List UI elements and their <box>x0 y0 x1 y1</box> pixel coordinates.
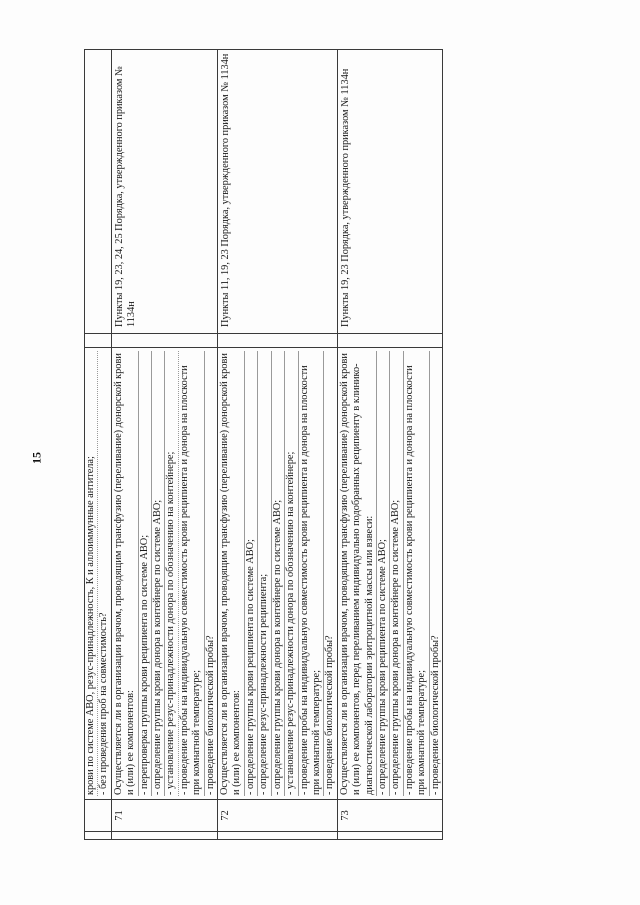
question-subitem: - проведение биологической пробы? <box>323 351 336 796</box>
table-row <box>111 50 217 840</box>
question-subitem: - проведение биологической пробы? <box>429 351 442 796</box>
thin-cell <box>85 334 112 348</box>
question-subitem: - определение группы крови реципиента по системе АВО; <box>376 351 389 796</box>
question-subitem: - проведение пробы на индивидуальную совместимость крови реципиента и донора на плоскости при комнатной температуре; <box>178 351 204 796</box>
gap-cell <box>337 832 442 840</box>
question-text: Осуществляется ли в организации врачом, проводящим трансфузию (переливание) донорской крови и (или) ее компонентов, перед переливанием индивидуально подобранных реципиенту в клинико-диагностической лаборатории эритроцитной массы или взвеси: <box>338 353 375 795</box>
gap-cell <box>218 832 338 840</box>
question-cell <box>337 348 442 800</box>
question-text: Осуществляется ли в организации врачом, проводящим трансфузию (переливание) донорской крови и (или) ее компонентов: <box>219 353 243 795</box>
question-subitem: - определение группы крови донора в контейнере по системе АВО; <box>271 351 284 796</box>
question-subitem: - проведение биологической пробы? <box>204 351 217 796</box>
question-subitem: крови по системе АВО, резус-принадлежность, К и аллоиммунные антитела; <box>85 456 96 795</box>
question-subitem: - проведение пробы на индивидуальную совместимость крови реципиента и донора на плоскости при комнатной температуре; <box>298 351 324 796</box>
row-number: 72 <box>218 800 338 832</box>
checklist-table <box>84 49 443 840</box>
question-subitem: - определение группы крови реципиента по системе АВО; <box>244 351 257 796</box>
question-subitem: - перепроверка группы крови реципиента по системе АВО; <box>138 351 151 796</box>
page-number: 15 <box>29 452 44 464</box>
reference-text: Пункты 19, 23, 24, 25 Порядка, утвержденного приказом № 1134н <box>111 50 217 334</box>
question-subitem: - установление резус-принадлежности донора по обозначению на контейнере; <box>284 351 297 796</box>
thin-cell <box>218 334 338 348</box>
question-cell <box>218 348 338 800</box>
question-cell <box>111 348 217 800</box>
gap-cell <box>111 832 217 840</box>
rotated-table-wrapper <box>84 50 544 840</box>
row-number: 73 <box>337 800 442 832</box>
table-row <box>218 50 338 840</box>
reference-text: Пункты 11, 19, 23 Порядка, утвержденного приказом № 1134н <box>218 50 338 334</box>
thin-cell <box>337 334 442 348</box>
question-subitem: - определение резус-принадлежности реципиента; <box>257 351 270 796</box>
question-cell <box>85 348 112 800</box>
table-row-continuation <box>85 50 112 840</box>
reference-cell <box>85 50 112 334</box>
reference-text: Пункты 19, 23 Порядка, утвержденного приказом № 1134н <box>337 50 442 334</box>
row-number: 71 <box>111 800 217 832</box>
question-subitem: - определение группы крови донора в контейнере по системе АВО; <box>389 351 402 796</box>
question-subitem: - определение группы крови донора в контейнере по системе АВО; <box>151 351 164 796</box>
question-subitem: - без проведения проб на совместимость? <box>97 351 110 796</box>
question-text: Осуществляется ли в организации врачом, проводящим трансфузию (переливание) донорской крови и (или) ее компонентов: <box>112 353 137 795</box>
table-body <box>85 50 443 840</box>
question-subitem: - проведение пробы на индивидуальную совместимость крови реципиента и донора на плоскости при комнатной температуре; <box>403 351 429 796</box>
table-row <box>337 50 442 840</box>
gap-cell <box>85 832 112 840</box>
thin-cell <box>111 334 217 348</box>
question-subitem: - установление резус-принадлежности донора по обозначению на контейнере; <box>164 351 177 796</box>
row-number-cell <box>85 800 112 832</box>
